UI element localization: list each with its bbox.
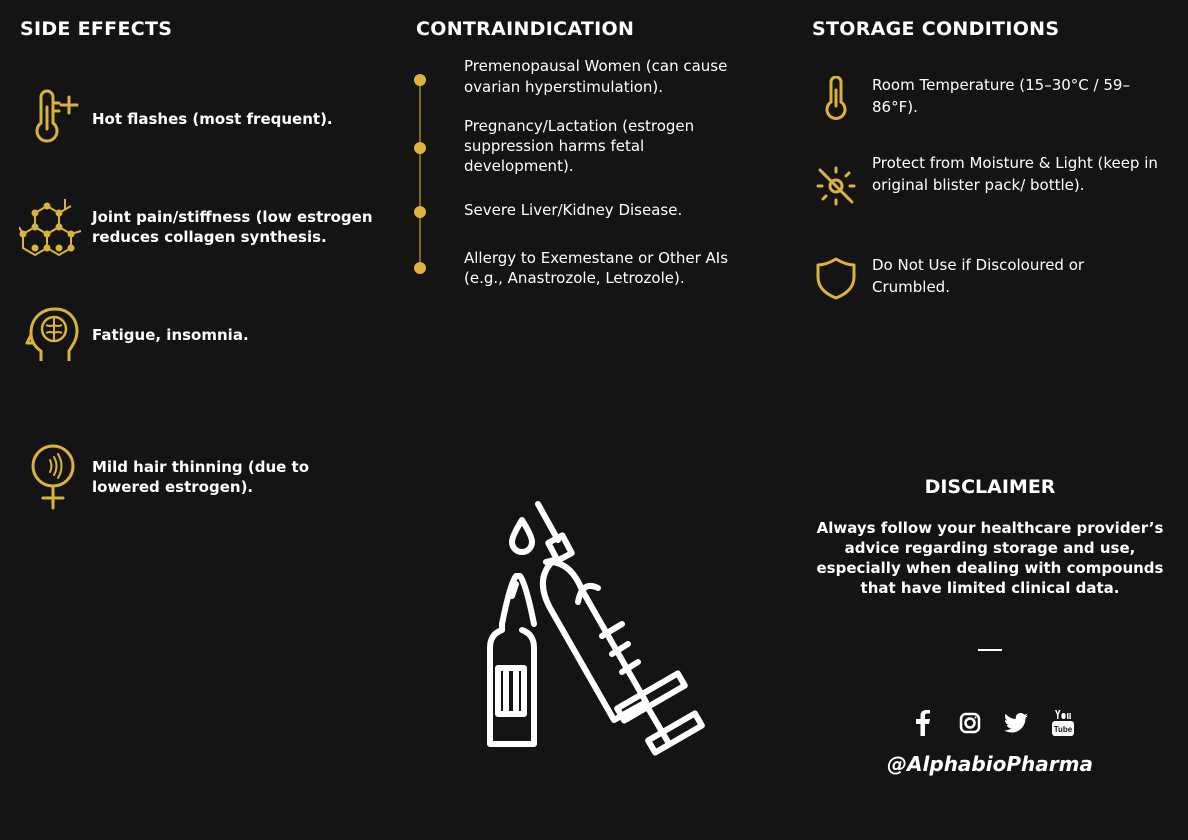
storage-heading: STORAGE CONDITIONS [812, 18, 1060, 40]
side-effect-text: Joint pain/stiffness (low estrogen reduces collagen synthesis. [92, 208, 373, 246]
storage-text: Room Temperature (15–30°C / 59–86°F). [872, 76, 1130, 116]
disclaimer-title: DISCLAIMER [924, 476, 1056, 498]
timeline-dot [414, 74, 426, 86]
timeline-dot [414, 262, 426, 274]
contraindication-text: Allergy to Exemestane or Other AIs (e.g., Anastrozole, Letrozole). [464, 249, 729, 287]
timeline-dot [414, 206, 426, 218]
facebook-icon[interactable] [908, 708, 938, 738]
no-sun-icon [812, 162, 860, 210]
side-effect-item [18, 444, 378, 510]
contraindication-heading: CONTRAINDICATION [416, 18, 635, 40]
contraindication-text: Severe Liver/Kidney Disease. [464, 201, 683, 219]
side-effect-text: Hot flashes (most frequent). [92, 110, 333, 128]
contraindication-text: Premenopausal Women (can cause ovarian hyperstimulation). [464, 57, 728, 96]
twitter-icon[interactable] [1001, 708, 1031, 738]
side-effect-item [18, 86, 378, 152]
joint-molecule-icon [18, 194, 84, 260]
social-links [908, 708, 1078, 738]
side-effects-heading: SIDE EFFECTS [20, 18, 173, 40]
disclaimer-body: Always follow your healthcare provider’s advice regarding storage and use, especially when dealing with compounds that have limited clinical data. [816, 519, 1164, 597]
side-effect-item [18, 194, 378, 260]
side-effect-text: Fatigue, insomnia. [92, 326, 249, 344]
female-symbol-icon [18, 444, 84, 510]
youtube-icon[interactable] [1048, 708, 1078, 738]
divider [978, 649, 1002, 651]
timeline-line [419, 80, 421, 268]
side-effect-text: Mild hair thinning (due to lowered estrogen). [92, 458, 310, 496]
shield-icon [812, 254, 860, 302]
head-brain-icon [18, 302, 84, 368]
vial-syringe-icon [478, 496, 708, 764]
side-effect-item [18, 302, 378, 368]
storage-text: Protect from Moisture & Light (keep in original blister pack/ bottle). [872, 154, 1158, 194]
instagram-icon[interactable] [955, 708, 985, 738]
storage-text: Do Not Use if Discoloured or Crumbled. [872, 256, 1085, 296]
svg-text:Tube: Tube [1053, 725, 1073, 734]
timeline-dot [414, 142, 426, 154]
social-handle[interactable]: @AlphabioPharma [887, 752, 1093, 776]
contraindication-text: Pregnancy/Lactation (estrogen suppression harms fetal development). [464, 117, 695, 175]
thermometer-plus-icon [18, 86, 84, 152]
thermometer-icon [812, 74, 860, 122]
